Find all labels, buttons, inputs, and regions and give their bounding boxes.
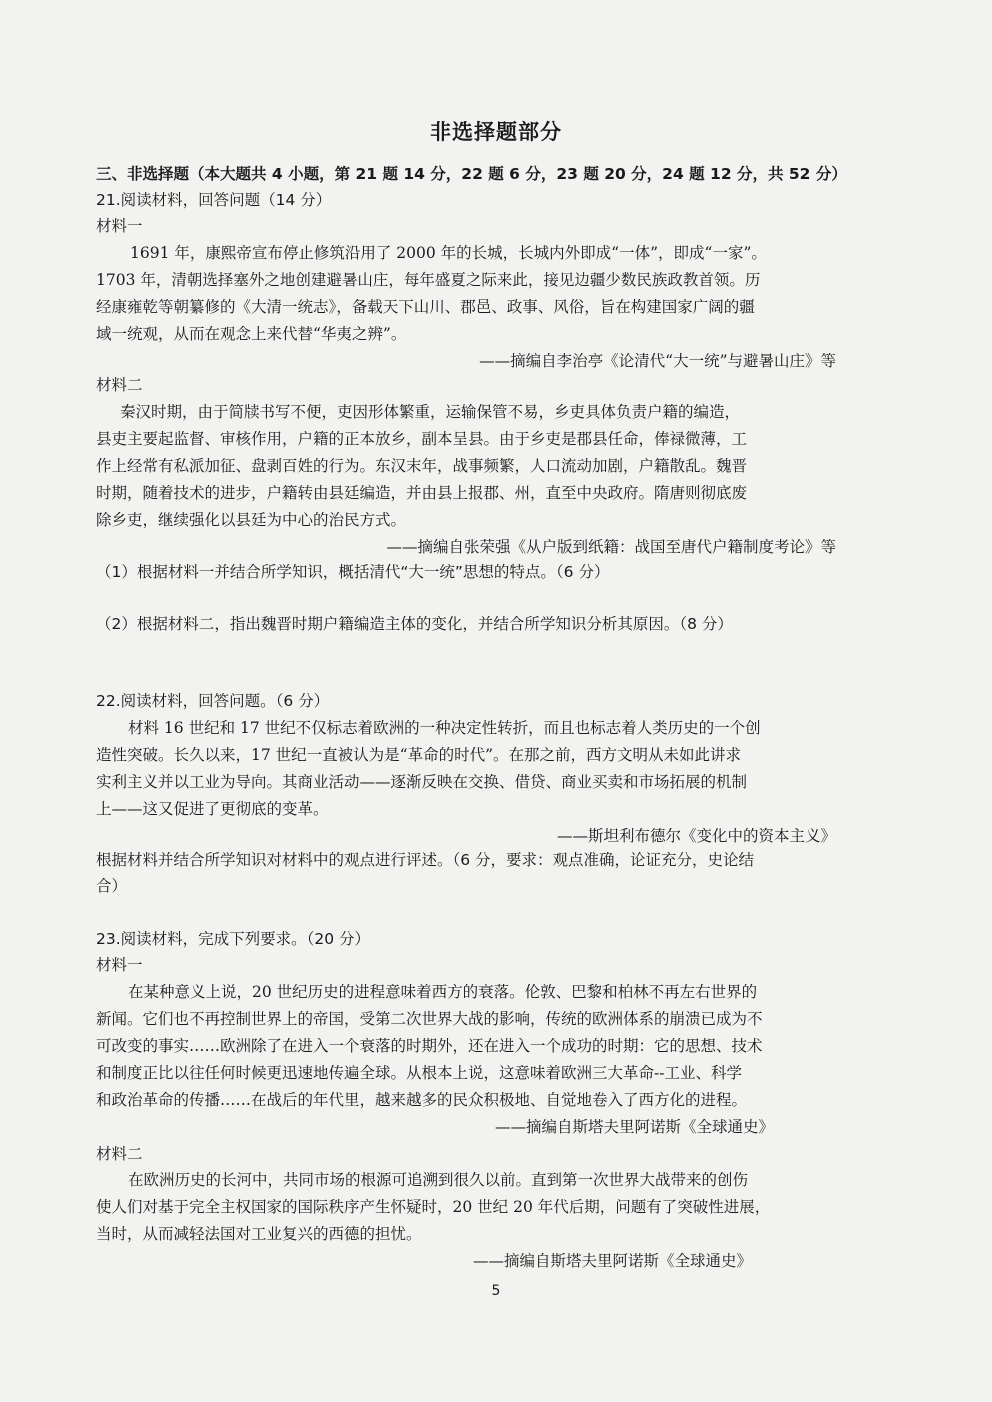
q22-material-line: 造性突破。长久以来，17 世纪一直被认为是“革命的时代”。在那之前，西方文明从未如此讲求 [96,746,742,764]
q21-material2-line: 县吏主要起监督、审核作用，户籍的正本放乡，副本呈县。由于乡吏是郡县任命，俸禄微薄，工 [96,430,748,448]
q22-material-line: 上——这又促进了更彻底的变革。 [96,800,329,818]
q22-material-line: 材料 16 世纪和 17 世纪不仅标志着欧洲的一种决定性转折，而且也标志着人类历史的一个创 [128,719,761,737]
q23-material1-source: ——摘编自斯塔夫里阿诺斯《全球通史》 [494,1118,774,1136]
q21-material2-source: ——摘编自张荣强《从户版到纸籍：战国至唐代户籍制度考论》等 [386,538,836,556]
q21-material1-line: 域一统观，从而在观念上来代替“华夷之辨”。 [96,325,407,343]
q21-sub-question-2: （2）根据材料二，指出魏晋时期户籍编造主体的变化，并结合所学知识分析其原因。（8 分） [96,615,733,633]
q21-material2-line: 作上经常有私派加征、盘剥百姓的行为。东汉末年，战事频繁，人口流动加剧，户籍散乱。魏晋 [96,457,748,475]
q21-material1-label: 材料一 [96,217,143,235]
q23-material2-label: 材料二 [96,1145,143,1163]
section-title: 非选择题部分 [430,120,562,144]
q22-task-line: 根据材料并结合所学知识对材料中的观点进行评述。（6 分，要求：观点准确，论证充分，史论结 [96,851,755,869]
q21-material1-line: 1691 年，康熙帝宣布停止修筑沿用了 2000 年的长城，长城内外即成“一体”，即成“一家”。 [130,244,767,262]
q23-material1-line: 在某种意义上说，20 世纪历史的进程意味着西方的衰落。伦敦、巴黎和柏林不再左右世界的 [128,983,758,1001]
q23-stem: 23.阅读材料，完成下列要求。（20 分） [96,930,371,948]
q21-material2-line: 除乡吏，继续强化以县廷为中心的治民方式。 [96,511,407,529]
q21-sub-question-1: （1）根据材料一并结合所学知识，概括清代“大一统”思想的特点。（6 分） [96,563,610,581]
q23-material1-line: 和制度正比以往任何时候更迅速地传遍全球。从根本上说，这意味着欧洲三大革命--工业、科学 [96,1064,742,1082]
q22-task-line: 合） [96,877,128,895]
q23-material2-line: 在欧洲历史的长河中，共同市场的根源可追溯到很久以前。直到第一次世界大战带来的创伤 [128,1171,749,1189]
q22-stem: 22.阅读材料，回答问题。（6 分） [96,692,330,710]
q23-material1-line: 和政治革命的传播……在战后的年代里，越来越多的民众积极地、自觉地卷入了西方化的进程。 [96,1091,748,1109]
q22-material-line: 实利主义并以工业为导向。其商业活动——逐渐反映在交换、借贷、商业买卖和市场拓展的机制 [96,773,748,791]
q23-material2-source: ——摘编自斯塔夫里阿诺斯《全球通史》 [472,1252,752,1270]
part-header: 三、非选择题（本大题共 4 小题，第 21 题 14 分，22 题 6 分，23 题 20 分，24 题 12 分，共 52 分） [96,165,847,183]
q21-material1-source: ——摘编自李治亭《论清代“大一统”与避暑山庄》等 [479,352,836,370]
q23-material1-line: 新闻。它们也不再控制世界上的帝国，受第二次世界大战的影响，传统的欧洲体系的崩溃已成为不 [96,1010,763,1028]
q23-material1-label: 材料一 [96,956,143,974]
q21-material2-label: 材料二 [96,376,143,394]
q23-material2-line: 使人们对基于完全主权国家的国际秩序产生怀疑时，20 世纪 20 年代后期，问题有了突破性进展， [96,1198,771,1216]
q21-material2-line: 时期，随着技术的进步，户籍转由县廷编造，并由县上报郡、州，直至中央政府。隋唐则彻底废 [96,484,748,502]
page-number: 5 [491,1283,501,1299]
q23-material2-line: 当时，从而减轻法国对工业复兴的西德的担忧。 [96,1225,422,1243]
q21-stem: 21.阅读材料，回答问题（14 分） [96,191,332,209]
q21-material1-line: 1703 年，清朝选择塞外之地创建避暑山庄，每年盛夏之际来此，接见边疆少数民族政教首领。历 [96,271,761,289]
q23-material1-line: 可改变的事实……欧洲除了在进入一个衰落的时期外，还在进入一个成功的时期：它的思想、技术 [96,1037,763,1055]
q21-material2-line: 秦汉时期，由于简牍书写不便，吏因形体繁重，运输保管不易，乡吏具体负责户籍的编造， [120,403,741,421]
q21-material1-line: 经康雍乾等朝纂修的《大清一统志》，备载天下山川、郡邑、政事、风俗，旨在构建国家广阔的疆 [96,298,755,316]
q22-material-source: ——斯坦利布德尔《变化中的资本主义》 [556,827,836,845]
